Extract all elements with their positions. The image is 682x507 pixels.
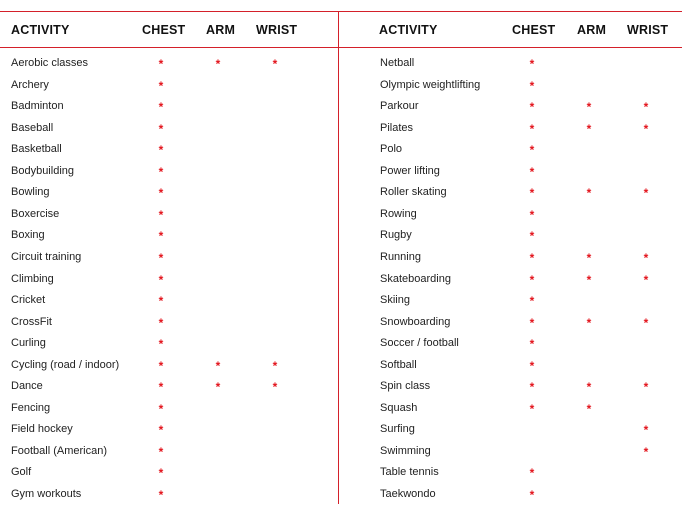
chest-mark-icon: * xyxy=(529,380,535,395)
activity-name: Polo xyxy=(380,143,403,156)
activity-name: Pilates xyxy=(380,121,414,134)
table-row xyxy=(0,312,682,334)
chest-mark-icon: * xyxy=(158,207,164,222)
activity-name: Football (American) xyxy=(11,444,107,457)
chest-mark-icon: * xyxy=(529,78,535,93)
chest-mark-icon: * xyxy=(529,250,535,265)
header-activity-left: ACTIVITY xyxy=(11,23,70,37)
activity-name: Soccer / football xyxy=(380,337,459,350)
activity-name: Squash xyxy=(380,401,418,414)
chest-mark-icon: * xyxy=(158,423,164,438)
chest-mark-icon: * xyxy=(529,315,535,330)
table-row xyxy=(0,269,682,291)
header-underline-left xyxy=(0,47,338,48)
activity-name: Baseball xyxy=(11,121,54,134)
arm-mark-icon: * xyxy=(586,186,592,201)
chest-mark-icon: * xyxy=(529,57,535,71)
chest-mark-icon: * xyxy=(158,121,164,136)
chest-mark-icon: * xyxy=(158,294,164,309)
chest-mark-icon: * xyxy=(158,250,164,265)
activity-name: Boxercise xyxy=(11,207,60,220)
header-chest-right: CHEST xyxy=(512,23,556,37)
header-activity-right: ACTIVITY xyxy=(379,23,438,37)
activity-name: Badminton xyxy=(11,100,64,113)
chest-mark-icon: * xyxy=(529,164,535,179)
table-row xyxy=(0,247,682,269)
table-row xyxy=(0,53,682,75)
activity-name: Field hockey xyxy=(11,423,73,436)
activity-name: Bowling xyxy=(11,186,50,199)
table-row xyxy=(0,161,682,183)
chest-mark-icon: * xyxy=(158,380,164,395)
header-chest-left: CHEST xyxy=(142,23,186,37)
activity-name: Skateboarding xyxy=(380,272,451,285)
chest-mark-icon: * xyxy=(529,488,535,502)
activity-name: Netball xyxy=(380,57,415,69)
activity-name: Snowboarding xyxy=(380,315,451,328)
wrist-mark-icon: * xyxy=(643,250,649,265)
activity-name: Boxing xyxy=(11,229,45,242)
table-row xyxy=(0,182,682,204)
wrist-mark-icon: * xyxy=(272,358,278,373)
chest-mark-icon: * xyxy=(529,186,535,201)
header-arm-left: ARM xyxy=(206,23,236,37)
wrist-mark-icon: * xyxy=(643,186,649,201)
chest-mark-icon: * xyxy=(529,100,535,115)
chest-mark-icon: * xyxy=(529,207,535,222)
table-row xyxy=(0,355,682,377)
activity-name: Power lifting xyxy=(380,164,440,177)
arm-mark-icon: * xyxy=(586,272,592,287)
wrist-mark-icon: * xyxy=(643,121,649,136)
wrist-mark-icon: * xyxy=(272,380,278,395)
table-row xyxy=(0,118,682,140)
table-row xyxy=(0,441,682,463)
header-wrist-left: WRIST xyxy=(256,23,298,37)
chest-mark-icon: * xyxy=(529,143,535,158)
activity-name: Rugby xyxy=(380,229,412,242)
wrist-mark-icon: * xyxy=(643,100,649,115)
chest-mark-icon: * xyxy=(158,143,164,158)
wrist-mark-icon: * xyxy=(643,380,649,395)
activity-name: Gym workouts xyxy=(11,488,82,500)
activity-name: Climbing xyxy=(11,272,54,285)
chest-mark-icon: * xyxy=(158,186,164,201)
chest-mark-icon: * xyxy=(529,401,535,416)
activity-name: Rowing xyxy=(380,207,417,220)
activity-name: Roller skating xyxy=(380,186,447,199)
chest-mark-icon: * xyxy=(158,488,164,502)
chest-mark-icon: * xyxy=(529,466,535,481)
wrist-mark-icon: * xyxy=(643,315,649,330)
chest-mark-icon: * xyxy=(158,100,164,115)
chest-mark-icon: * xyxy=(158,358,164,373)
header-wrist-right: WRIST xyxy=(627,23,669,37)
wrist-mark-icon: * xyxy=(643,272,649,287)
chest-mark-icon: * xyxy=(158,466,164,481)
table-row xyxy=(0,290,682,312)
chest-mark-icon: * xyxy=(529,294,535,309)
activity-name: Taekwondo xyxy=(380,488,436,500)
activity-name: Basketball xyxy=(11,143,62,156)
wrist-mark-icon: * xyxy=(272,57,278,71)
header-arm-right: ARM xyxy=(577,23,607,37)
activity-name: Swimming xyxy=(380,444,431,457)
table-row xyxy=(0,398,682,420)
activity-name: Curling xyxy=(11,337,46,350)
arm-mark-icon: * xyxy=(215,57,221,71)
header-underline-right xyxy=(339,47,682,48)
activity-name: Spin class xyxy=(380,380,431,393)
wrist-mark-icon: * xyxy=(643,444,649,459)
activity-name: Circuit training xyxy=(11,250,82,263)
table-row xyxy=(0,204,682,226)
chest-mark-icon: * xyxy=(158,229,164,244)
chest-mark-icon: * xyxy=(158,57,164,71)
activity-name: Parkour xyxy=(380,100,419,113)
table-row xyxy=(0,139,682,161)
arm-mark-icon: * xyxy=(215,358,221,373)
chest-mark-icon: * xyxy=(529,272,535,287)
wrist-mark-icon: * xyxy=(643,423,649,438)
table-row xyxy=(0,75,682,97)
activity-name: Surfing xyxy=(380,423,415,436)
activity-name: Golf xyxy=(11,466,32,479)
chest-mark-icon: * xyxy=(158,272,164,287)
chest-mark-icon: * xyxy=(529,229,535,244)
chest-mark-icon: * xyxy=(529,358,535,373)
arm-mark-icon: * xyxy=(586,380,592,395)
activity-name: Aerobic classes xyxy=(11,57,89,69)
table-row xyxy=(0,419,682,441)
activity-name: Cycling (road / indoor) xyxy=(11,358,120,371)
chest-mark-icon: * xyxy=(158,315,164,330)
activity-name: Softball xyxy=(380,358,417,371)
activity-name: Archery xyxy=(11,78,49,91)
chest-mark-icon: * xyxy=(158,164,164,179)
chest-mark-icon: * xyxy=(529,121,535,136)
table-row xyxy=(0,333,682,355)
chest-mark-icon: * xyxy=(529,337,535,352)
arm-mark-icon: * xyxy=(586,121,592,136)
table-row xyxy=(0,96,682,118)
arm-mark-icon: * xyxy=(586,100,592,115)
activity-name: CrossFit xyxy=(11,315,52,328)
table-row xyxy=(0,376,682,398)
arm-mark-icon: * xyxy=(215,380,221,395)
activity-name: Skiing xyxy=(380,294,410,307)
activity-name: Table tennis xyxy=(380,466,439,479)
activity-name: Bodybuilding xyxy=(11,164,74,177)
arm-mark-icon: * xyxy=(586,401,592,416)
chest-mark-icon: * xyxy=(158,401,164,416)
table-row xyxy=(0,484,682,506)
table-row xyxy=(0,225,682,247)
top-border xyxy=(0,11,682,12)
activity-name: Cricket xyxy=(11,294,46,307)
activity-name: Fencing xyxy=(11,401,51,414)
chest-mark-icon: * xyxy=(158,78,164,93)
activity-name: Dance xyxy=(11,380,43,393)
chest-mark-icon: * xyxy=(158,337,164,352)
table-row xyxy=(0,462,682,484)
activity-name: Running xyxy=(380,250,421,263)
activity-name: Olympic weightlifting xyxy=(380,78,481,91)
arm-mark-icon: * xyxy=(586,250,592,265)
arm-mark-icon: * xyxy=(586,315,592,330)
chest-mark-icon: * xyxy=(158,444,164,459)
